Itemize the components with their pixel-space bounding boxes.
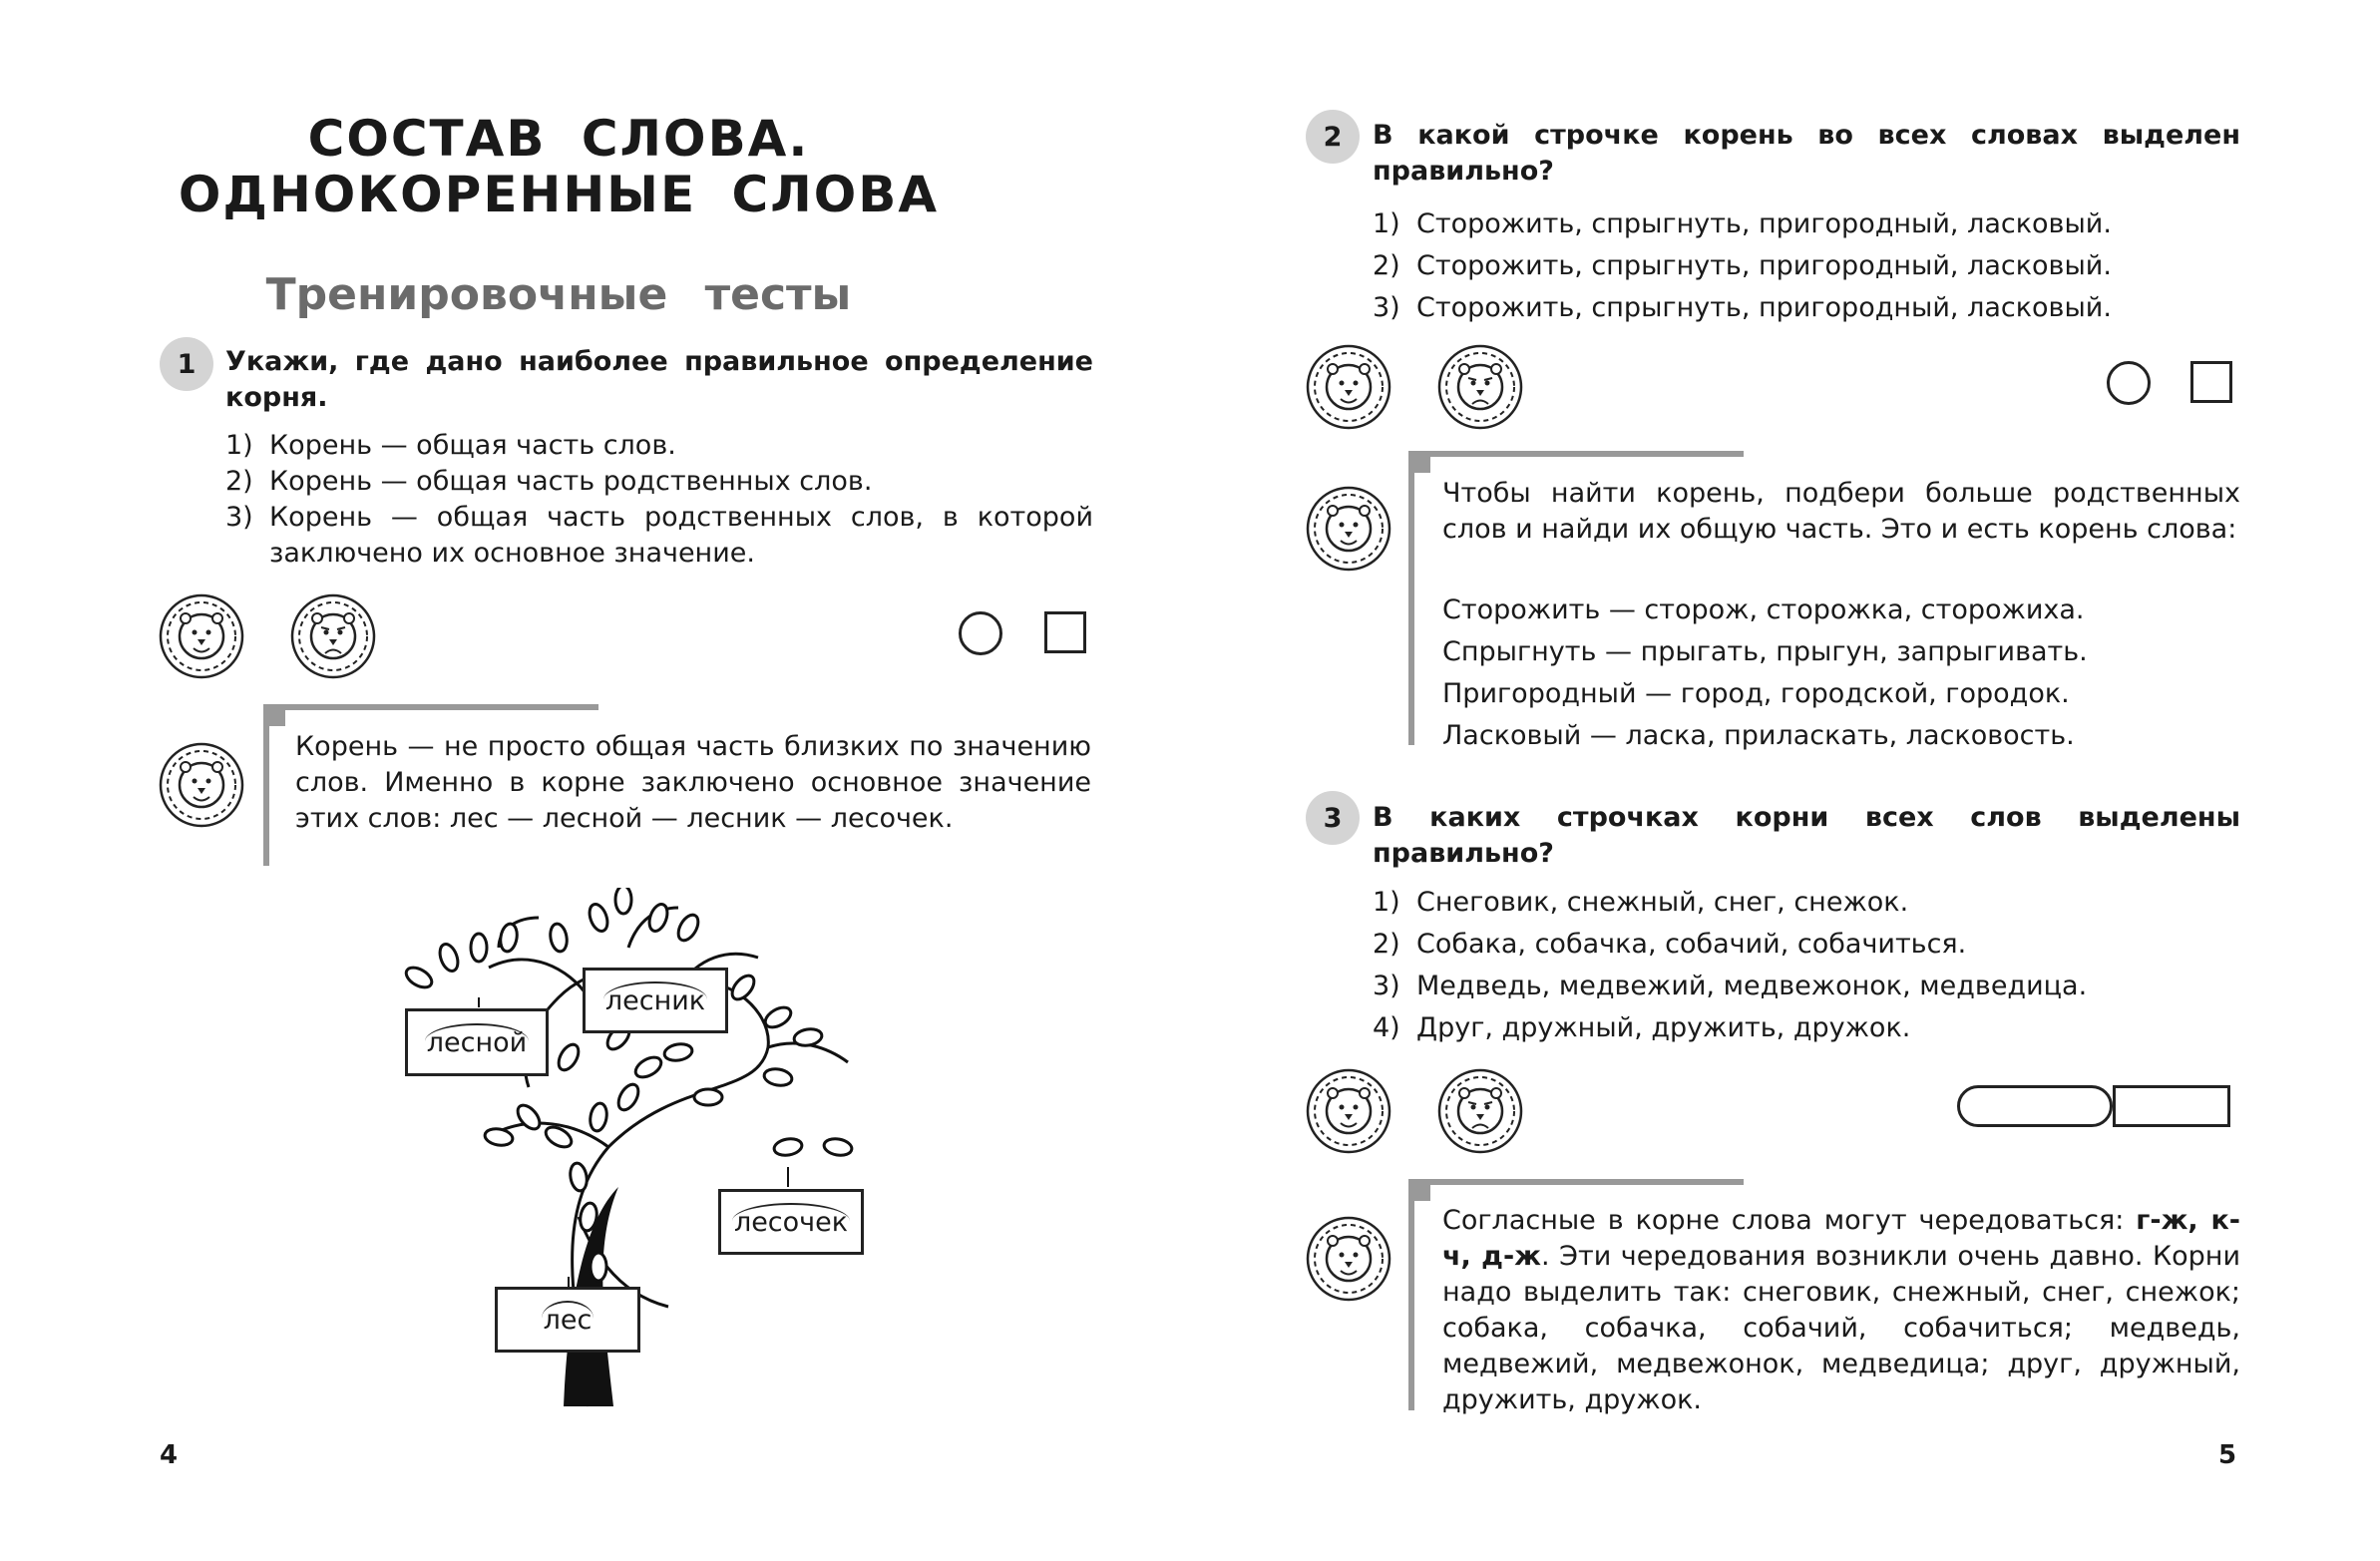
question-3-option-3[interactable]: 3) Медведь, медвежий, медвежонок, медведица. xyxy=(1373,971,2088,1001)
lion-smile-icon xyxy=(1305,1067,1392,1155)
question-1-option-1[interactable]: 1) Корень — общая часть слов. xyxy=(225,430,676,461)
question-3-number: 3 xyxy=(1306,791,1360,845)
page-subtitle: Тренировочные тесты xyxy=(265,269,852,320)
lion-sad-icon xyxy=(1436,343,1524,431)
question-1-options xyxy=(225,428,1093,572)
question-1-number: 1 xyxy=(160,337,213,391)
question-1-option-2[interactable]: 2) Корень — общая часть родственных слов. xyxy=(225,466,873,497)
tip-border-top xyxy=(1408,1179,1744,1185)
page-number-left: 4 xyxy=(160,1440,179,1470)
tip-border-top xyxy=(1408,451,1744,457)
tree-word-lesnik: лесник xyxy=(583,968,728,1033)
tip-border-left xyxy=(1408,451,1414,745)
page-number-right: 5 xyxy=(2218,1440,2237,1470)
question-3-text: В каких строчках корни всех слов выделены правильно? xyxy=(1373,802,2240,869)
question-3-options xyxy=(1373,882,2240,1049)
page-title-line2: ОДНОКОРЕННЫЕ СЛОВА xyxy=(178,166,940,223)
answer-square[interactable] xyxy=(2190,361,2232,403)
tree-word-lesnoy: лесной xyxy=(405,1008,549,1076)
answer-circle[interactable] xyxy=(959,611,1002,655)
lion-tip-icon xyxy=(1305,1215,1392,1303)
answer-oval[interactable] xyxy=(1957,1085,2113,1127)
question-2-options xyxy=(1373,203,2240,329)
tip-2-line: Пригородный — город, городской, городок. xyxy=(1442,678,2070,709)
question-2-number: 2 xyxy=(1306,110,1360,164)
lion-tip-icon xyxy=(158,741,245,829)
tip-2-line: Спрыгнуть — прыгать, прыгун, запрыгивать. xyxy=(1442,636,2088,667)
lion-sad-icon xyxy=(289,592,377,680)
answer-square[interactable] xyxy=(1044,611,1086,653)
tip-border-left xyxy=(263,704,269,866)
tree-word-les: лес xyxy=(495,1287,640,1353)
question-3-option-4[interactable]: 4) Друг, дружный, дружить, дружок. xyxy=(1373,1012,1911,1043)
question-1-option-3[interactable]: 3) Корень — общая часть родственных слов, в которой заключено их основное значение. xyxy=(225,502,1093,569)
tip-2-line: Сторожить — сторож, сторожка, сторожиха. xyxy=(1442,594,2085,625)
answer-circle[interactable] xyxy=(2107,361,2151,405)
question-1-text: Укажи, где дано наиболее правильное определение корня. xyxy=(225,346,1093,413)
question-2-option-3[interactable]: 3) Сторожить, спрыгнуть, пригородный, ласковый. xyxy=(1373,292,2112,323)
tip-2-examples xyxy=(1442,589,2240,757)
question-3-option-2[interactable]: 2) Собака, собачка, собачий, собачиться. xyxy=(1373,929,1967,960)
tip-border-left xyxy=(1408,1179,1414,1410)
tip-1-text: Корень — не просто общая часть близких по значению слов. Именно в корне заключено основное значение этих слов: лес — лесной — лесник — лесочек. xyxy=(295,731,1091,834)
lion-sad-icon xyxy=(1436,1067,1524,1155)
tip-3-text: Согласные в корне слова могут чередоваться: г-ж, к-ч, д-ж. Эти чередования возникли очень давно. Корни надо выделить так: снеговик, снежный, снег, снежок; собака, собачка, собачий, собачиться; медведь, медвежий, медвежонок, медведица; друг, дружный, дружить, дружок. xyxy=(1442,1205,2240,1415)
question-3-option-1[interactable]: 1) Снеговик, снежный, снег, снежок. xyxy=(1373,887,1909,918)
answer-rectangle[interactable] xyxy=(2113,1085,2230,1127)
question-2-text: В какой строчке корень во всех словах выделен правильно? xyxy=(1373,120,2240,187)
lion-smile-icon xyxy=(1305,343,1392,431)
tip-border-top xyxy=(263,704,598,710)
tip-2-intro: Чтобы найти корень, подбери больше родственных слов и найди их общую часть. Это и есть корень слова: xyxy=(1442,478,2240,545)
tree-word-lesochek: лесочек xyxy=(718,1189,864,1255)
question-2-option-1[interactable]: 1) Сторожить, спрыгнуть, пригородный, ласковый. xyxy=(1373,208,2112,239)
tip-2-line: Ласковый — ласка, приласкать, ласковость. xyxy=(1442,720,2075,751)
lion-smile-icon xyxy=(158,592,245,680)
lion-tip-icon xyxy=(1305,485,1392,573)
page-title-line1: СОСТАВ СЛОВА. xyxy=(307,110,810,168)
question-2-option-2[interactable]: 2) Сторожить, спрыгнуть, пригородный, ласковый. xyxy=(1373,250,2112,281)
